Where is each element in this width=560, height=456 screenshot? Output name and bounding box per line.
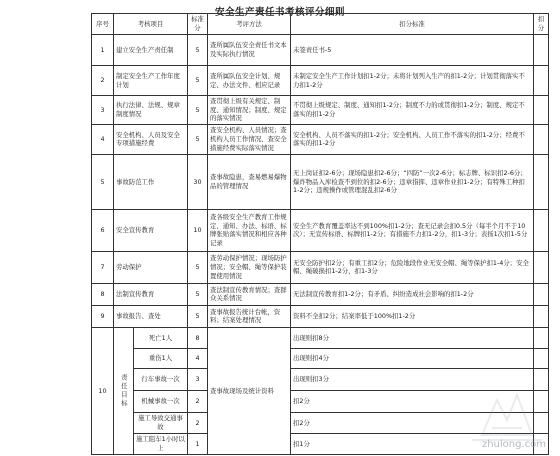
row-standard: 无上岗证扣2-6分；现场隐患扣2-6分；“四防”一次2-6分；标志牌、标识扣2-6分；爆炸物品入库检查不到位的扣2-6分；违章指挥、违章作业扣1-2分；有特殊工种扣1-2分；违规操作或管理混乱扣2-6分	[291, 154, 534, 209]
header-points: 扣分	[534, 14, 549, 35]
row-score: 5	[188, 66, 208, 96]
row-standard: 无安全防护扣2分；有重工扣2分；危险地段作业无安全帽、绳等保护扣1-4分；安全帽、绳破损扣1-2分，扣1-3分	[291, 251, 534, 283]
sub-score: 2	[188, 390, 208, 412]
row-score: 5	[188, 35, 208, 66]
row-method: 查安全机构、人员情况；查机构人员工作情况、查安全措施经费实际落实情况	[208, 124, 291, 154]
row-points	[534, 96, 549, 125]
page-title: 安全生产责任书考核评分细则	[214, 7, 345, 18]
sub-score: 8	[188, 327, 208, 348]
row-score: 5	[188, 251, 208, 283]
row-points	[534, 327, 549, 348]
sub-standard: 扣1分	[291, 433, 534, 454]
table-row	[92, 154, 549, 209]
row-points	[534, 348, 549, 368]
row-no: 3	[92, 96, 114, 125]
row-points	[534, 154, 549, 209]
row-score: 5	[188, 96, 208, 125]
row-points	[534, 251, 549, 283]
row-standard: 不贯彻上级规定、制度、通知扣1-2分；制度不力的或贯彻扣1-2分；制度、规定不落实的扣1-2分	[291, 96, 534, 125]
table-row	[92, 251, 549, 283]
row-item: 事故防范工作	[114, 154, 188, 209]
row-item: 制定安全生产工作年度计划	[114, 66, 188, 96]
header-no: 序号	[92, 14, 114, 35]
table-row	[92, 209, 549, 251]
table-row	[92, 283, 549, 305]
header-standard: 扣分标准	[291, 14, 534, 35]
table-row	[92, 305, 549, 327]
row-score: 5	[188, 283, 208, 305]
sub-standard: 扣2分	[291, 390, 534, 412]
row-item: 劳动保护	[114, 251, 188, 283]
row-method: 查事故报告统计台帐，资料；结案处理情况	[208, 305, 291, 327]
row-standard: 无法制宣传教育扣1-2分；有矛盾、纠纷造成社会影响的扣1-2分	[291, 283, 534, 305]
table-row	[92, 96, 549, 125]
header-score: 标准分	[188, 14, 208, 35]
row-points	[534, 209, 549, 251]
row-points	[534, 66, 549, 96]
sub-score: 2	[188, 412, 208, 433]
row-no: 6	[92, 209, 114, 251]
header-item: 考核项目	[114, 14, 188, 35]
table-row	[92, 35, 549, 66]
sub-standard: 出现则扣3分	[291, 368, 534, 390]
row-no: 9	[92, 305, 114, 327]
row-method: 查事故隐患，查易燃易爆物品的管理情况	[208, 154, 291, 209]
table-row	[92, 348, 549, 368]
row-score: 5	[188, 124, 208, 154]
row-points	[534, 124, 549, 154]
sub-item: 重伤1人	[134, 348, 188, 368]
row-method: 查所属队伍安全计划、规定、办法文件、相应记录	[208, 66, 291, 96]
row-item: 安全宣传教育	[114, 209, 188, 251]
row-method: 查法制宣传教育情况；查群众关系情况	[208, 283, 291, 305]
row-no: 8	[92, 283, 114, 305]
row-no: 10	[92, 327, 114, 454]
sub-item: 行车事故一次	[134, 368, 188, 390]
row-item: 执行法律、法规、规章制度情况	[114, 96, 188, 125]
header-row	[92, 14, 549, 35]
table-row	[92, 124, 549, 154]
header-method: 考评方法	[208, 14, 291, 35]
row-points	[534, 305, 549, 327]
row-points	[534, 35, 549, 66]
row-score: 30	[188, 154, 208, 209]
row-no: 4	[92, 124, 114, 154]
row-standard: 未制定安全生产工作计划扣1-2分；未将计划列入生产的扣1-2分；计划贯彻落实不力扣1-2分	[291, 66, 534, 96]
group-label: 责任目标	[114, 327, 134, 454]
sub-item: 死亡1人	[134, 327, 188, 348]
row-no: 1	[92, 35, 114, 66]
sub-standard: 扣2分	[291, 412, 534, 433]
row-item: 建立安全生产责任制	[114, 35, 188, 66]
row-standard: 安全机构、人员不落实的扣1-2分；安全机构、人员工作不落实的扣1-2分；经费不落实的扣1-2分	[291, 124, 534, 154]
row-item: 法制宣传教育	[114, 283, 188, 305]
watermark-text: zhulong.com	[481, 439, 546, 450]
row-standard: 安全生产教育覆盖率达不到100%扣1-2分；查无记录会扣0.5分（每半个月不于10次）；无宣传标语、标牌扣1-2分；有措施不力扣1-2分，扣1-3分；表扬1次扣1-5分	[291, 209, 534, 251]
row-no: 5	[92, 154, 114, 209]
row-standard: 未签责任书-5	[291, 35, 534, 66]
sub-score: 3	[188, 368, 208, 390]
sub-item: 施工导致交通事故	[134, 412, 188, 433]
row-method: 查各级安全生产教育工作规定、通知、办法、标语、标牌张贴落实情况和相应各种记录	[208, 209, 291, 251]
row-item: 安全机构、人员及安全专项措施经费	[114, 124, 188, 154]
row-score: 10	[188, 209, 208, 251]
sub-standard: 出现则扣8分	[291, 327, 534, 348]
row-method: 查劳动保护情况；现场防护情况；安全帽、绳等保护装置使用情况	[208, 251, 291, 283]
row-points	[534, 283, 549, 305]
sub-standard: 出现则扣4分	[291, 348, 534, 368]
sub-item: 施工阻车1小时以上	[134, 433, 188, 454]
table-row	[92, 66, 549, 96]
row-standard: 资料不全扣2分；结案率低于100%扣1-2分	[291, 305, 534, 327]
row-item: 事故报告、查处	[114, 305, 188, 327]
sub-score: 4	[188, 348, 208, 368]
sub-score: 1	[188, 433, 208, 454]
table-row	[92, 327, 549, 348]
row-method: 查所属队伍安全责任书文本及实际执行情况	[208, 35, 291, 66]
sub-item: 机械事故一次	[134, 390, 188, 412]
row-score: 5	[188, 305, 208, 327]
row-no: 7	[92, 251, 114, 283]
row-no: 2	[92, 66, 114, 96]
row-method: 查事故现场及统计资料	[208, 327, 291, 454]
row-method: 查贯彻上级有关规定、制度、通知情况；制度、规定的落实情况	[208, 96, 291, 125]
